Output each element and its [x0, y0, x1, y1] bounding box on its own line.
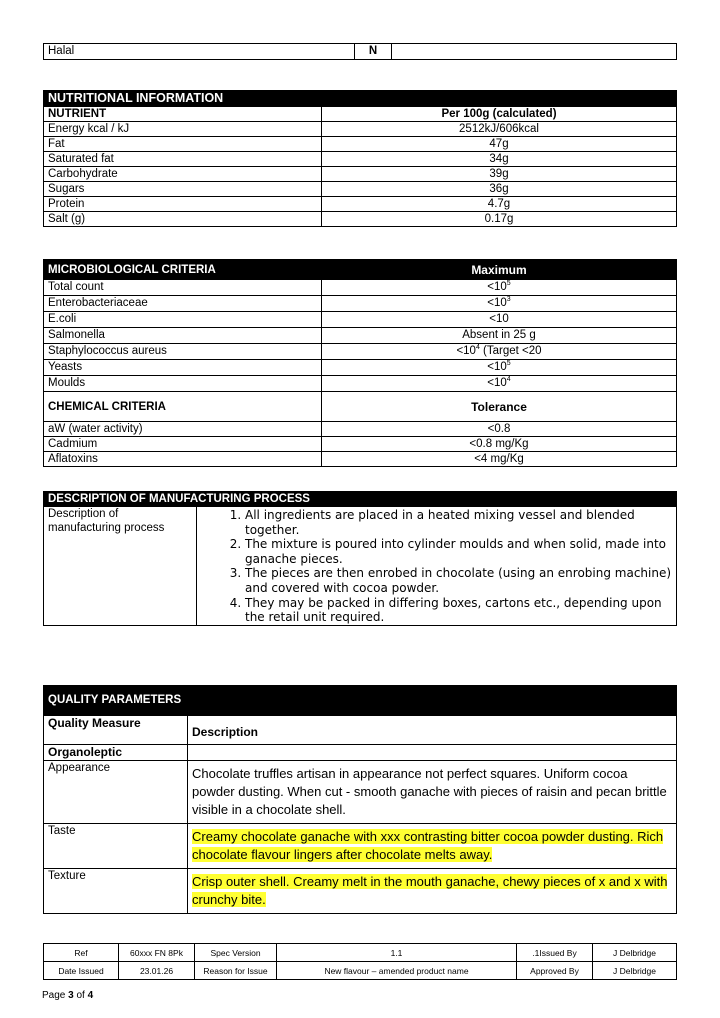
nutrient-name: Energy kcal / kJ	[44, 122, 322, 137]
nutrient-value: 36g	[322, 182, 677, 197]
nutrition-row	[44, 212, 677, 227]
quality-description: Crisp outer shell. Creamy melt in the mouth ganache, chewy pieces of x and x with crunchy bite.	[192, 874, 668, 907]
quality-title-spacer	[188, 686, 677, 716]
chem-value: <0.8 mg/Kg	[322, 437, 677, 452]
process-steps-cell	[197, 507, 677, 626]
quality-description-cell	[188, 824, 677, 869]
chem-col-tolerance: Tolerance	[322, 392, 677, 422]
halal-label: Halal	[44, 44, 355, 60]
process-table	[43, 491, 677, 626]
micro-value: Absent in 25 g	[462, 329, 536, 341]
micro-name: Yeasts	[44, 360, 322, 376]
nutrient-name: Sugars	[44, 182, 322, 197]
page-number	[42, 990, 93, 1001]
nutrition-col-per100g: Per 100g (calculated)	[322, 107, 677, 122]
halal-value: N	[355, 44, 392, 60]
micro-exponent: 5	[506, 360, 511, 367]
micro-name: Enterobacteriaceae	[44, 296, 322, 312]
footer-ref-label: Ref	[44, 944, 119, 962]
quality-table	[43, 685, 677, 914]
footer-issued-by-label: .1Issued By	[517, 944, 593, 962]
micro-name: E.coli	[44, 312, 322, 328]
footer-table	[43, 943, 677, 980]
quality-col-measure: Quality Measure	[44, 716, 188, 745]
nutrition-col-nutrient: NUTRIENT	[44, 107, 322, 122]
footer-reason-label: Reason for Issue	[195, 962, 277, 980]
nutrition-row	[44, 152, 677, 167]
micro-value-cell	[322, 376, 677, 392]
nutrient-value: 39g	[322, 167, 677, 182]
nutrient-value: 2512kJ/606kcal	[322, 122, 677, 137]
chem-title: CHEMICAL CRITERIA	[44, 392, 322, 422]
page-prefix: Page	[42, 990, 69, 1001]
micro-row	[44, 344, 677, 360]
halal-note	[392, 44, 677, 60]
process-step: 4. They may be packed in differing boxes, cartons etc., depending upon the retail unit required.	[245, 596, 672, 625]
micro-row	[44, 328, 677, 344]
process-steps-list	[201, 508, 672, 625]
nutrient-value: 0.17g	[322, 212, 677, 227]
micro-exponent: 4	[506, 376, 511, 383]
chem-name: aW (water activity)	[44, 422, 322, 437]
quality-row	[44, 824, 677, 869]
micro-value-cell	[322, 328, 677, 344]
footer-issued-by: J Delbridge	[593, 944, 677, 962]
footer-date: 23.01.26	[119, 962, 195, 980]
micro-value: <10	[487, 361, 507, 373]
micro-value-cell	[322, 312, 677, 328]
micro-row	[44, 376, 677, 392]
page-total: 4	[87, 990, 94, 1001]
footer-ref: 60xxx FN 8Pk	[119, 944, 195, 962]
nutrient-value: 47g	[322, 137, 677, 152]
quality-section-spacer	[188, 745, 677, 761]
nutrition-row	[44, 182, 677, 197]
micro-row	[44, 280, 677, 296]
quality-description-cell	[188, 869, 677, 914]
micro-name: Staphylococcus aureus	[44, 344, 322, 360]
micro-name: Salmonella	[44, 328, 322, 344]
quality-title: QUALITY PARAMETERS	[44, 686, 188, 716]
nutrient-name: Saturated fat	[44, 152, 322, 167]
quality-measure: Appearance	[44, 761, 188, 824]
nutrient-name: Carbohydrate	[44, 167, 322, 182]
micro-name: Moulds	[44, 376, 322, 392]
process-title: DESCRIPTION OF MANUFACTURING PROCESS	[44, 492, 677, 507]
chem-name: Aflatoxins	[44, 452, 322, 467]
nutrition-row	[44, 122, 677, 137]
micro-value: <10	[489, 313, 509, 325]
micro-row	[44, 312, 677, 328]
quality-description-cell	[188, 761, 677, 824]
halal-table	[43, 43, 677, 60]
micro-table	[43, 259, 677, 467]
quality-description: Creamy chocolate ganache with xxx contrasting bitter cocoa powder dusting. Rich chocolate flavour lingers after chocolate melts away.	[192, 829, 664, 862]
micro-exponent: 4	[475, 344, 480, 351]
chem-row	[44, 422, 677, 437]
micro-value-note: (Target <20	[479, 345, 542, 357]
nutrient-name: Fat	[44, 137, 322, 152]
quality-row	[44, 761, 677, 824]
nutrition-row	[44, 137, 677, 152]
micro-row	[44, 360, 677, 376]
nutrient-name: Salt (g)	[44, 212, 322, 227]
footer-spec-label: Spec Version	[195, 944, 277, 962]
nutrition-row	[44, 197, 677, 212]
micro-value-cell	[322, 280, 677, 296]
micro-row	[44, 296, 677, 312]
chem-value: <4 mg/Kg	[322, 452, 677, 467]
process-step: 2. The mixture is poured into cylinder moulds and when solid, made into ganache pieces.	[245, 537, 672, 566]
page-of: of	[73, 990, 88, 1001]
micro-title: MICROBIOLOGICAL CRITERIA	[44, 260, 322, 280]
micro-name: Total count	[44, 280, 322, 296]
micro-value: <10	[487, 281, 507, 293]
quality-measure: Taste	[44, 824, 188, 869]
footer-spec: 1.1	[277, 944, 517, 962]
micro-value: <10	[487, 377, 507, 389]
quality-measure: Texture	[44, 869, 188, 914]
footer-date-label: Date Issued	[44, 962, 119, 980]
nutrient-value: 4.7g	[322, 197, 677, 212]
process-step: 3. The pieces are then enrobed in chocolate (using an enrobing machine) and covered with cocoa powder.	[245, 566, 672, 595]
nutrition-title: NUTRITIONAL INFORMATION	[44, 91, 677, 107]
chem-row	[44, 452, 677, 467]
micro-value: <10	[456, 345, 476, 357]
nutrient-name: Protein	[44, 197, 322, 212]
nutrition-row	[44, 167, 677, 182]
page-current: 3	[68, 990, 74, 1001]
micro-col-maximum: Maximum	[322, 260, 677, 280]
quality-row	[44, 869, 677, 914]
micro-exponent: 3	[506, 296, 511, 303]
micro-value: <10	[487, 297, 507, 309]
process-step: 1. All ingredients are placed in a heated mixing vessel and blended together.	[245, 508, 672, 537]
chem-value: <0.8	[322, 422, 677, 437]
footer-reason: New flavour – amended product name	[277, 962, 517, 980]
process-label: Description of manufacturing process	[44, 507, 197, 626]
micro-value-cell	[322, 344, 677, 360]
footer-approved-label: Approved By	[517, 962, 593, 980]
quality-section-organoleptic: Organoleptic	[44, 745, 188, 761]
quality-col-description: Description	[188, 716, 677, 745]
micro-value-cell	[322, 296, 677, 312]
chem-name: Cadmium	[44, 437, 322, 452]
chem-row	[44, 437, 677, 452]
micro-value-cell	[322, 360, 677, 376]
nutrition-table	[43, 90, 677, 227]
micro-exponent: 5	[506, 280, 511, 287]
quality-description: Chocolate truffles artisan in appearance not perfect squares. Uniform cocoa powder dusting. When cut - smooth ganache with pieces of raisin and pecan brittle visible in a chocolate shell.	[192, 766, 667, 817]
nutrient-value: 34g	[322, 152, 677, 167]
footer-approved: J Delbridge	[593, 962, 677, 980]
